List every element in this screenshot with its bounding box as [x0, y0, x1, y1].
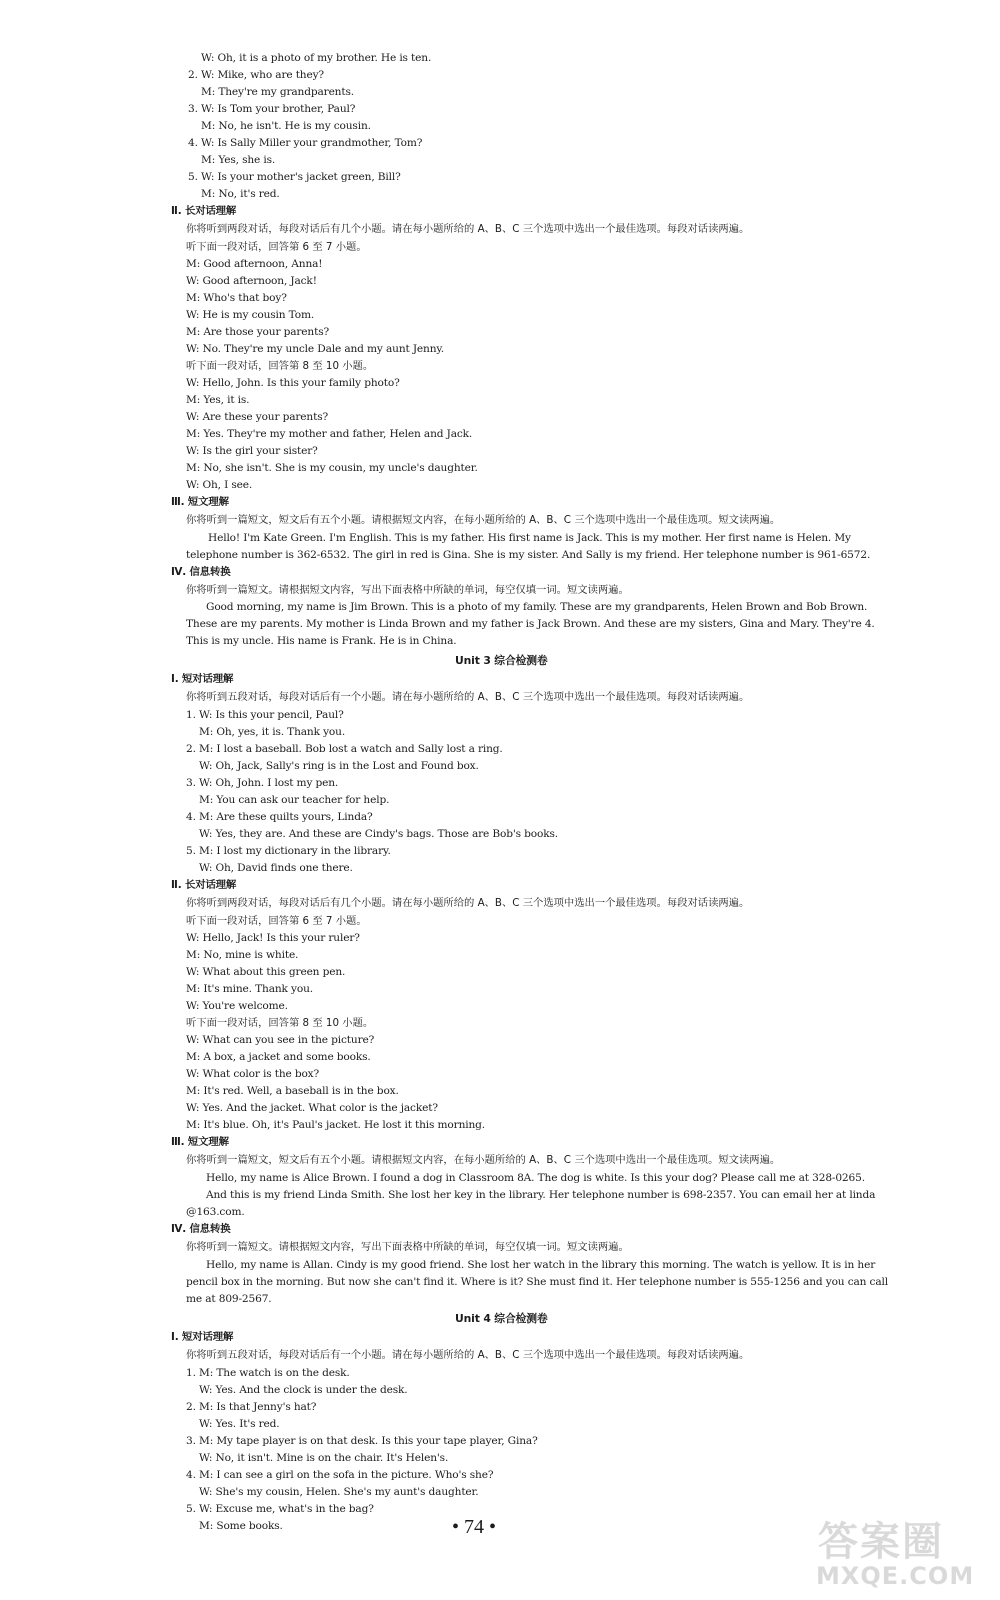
text-line: W: What color is the box? [186, 1068, 320, 1080]
section-heading: Ⅳ. 信息转换 [171, 1223, 231, 1235]
text-line: 5. W: Is your mother's jacket green, Bill? [188, 171, 401, 183]
unit-title: Unit 4 综合检测卷 [455, 1312, 548, 1325]
text-line: 听下面一段对话，回答第 8 至 10 小题。 [186, 1017, 374, 1029]
text-line: M: Yes. They're my mother and father, Helen and Jack. [186, 428, 473, 440]
section-heading: Ⅰ. 短对话理解 [171, 1331, 234, 1343]
text-line: 1. W: Is this your pencil, Paul? [186, 709, 344, 721]
text-line: M: Yes, it is. [186, 394, 250, 406]
text-line: me at 809-2567. [186, 1293, 272, 1305]
text-line: M: No, mine is white. [186, 949, 299, 961]
text-line: Hello! I'm Kate Green. I'm English. This is my father. His first name is Jack. This is my mother. Her first name is Helen. My [208, 532, 851, 544]
text-line: And this is my friend Linda Smith. She lost her key in the library. Her telephone number is 698-2357. You can email her at linda [206, 1189, 876, 1201]
text-line: M: It's blue. Oh, it's Paul's jacket. He lost it this morning. [186, 1119, 486, 1131]
section-heading: Ⅳ. 信息转换 [171, 566, 231, 578]
text-line: 1. M: The watch is on the desk. [186, 1367, 350, 1379]
text-line: 你将听到一篇短文。请根据短文内容，写出下面表格中所缺的单词，每空仅填一词。短文读两遍。 [186, 1241, 629, 1253]
text-line: 4. W: Is Sally Miller your grandmother, Tom? [188, 137, 423, 149]
text-line: W: Yes. And the clock is under the desk. [199, 1384, 408, 1396]
text-line: @163.com. [186, 1206, 245, 1218]
section-heading: Ⅱ. 长对话理解 [171, 205, 237, 217]
unit-title: Unit 3 综合检测卷 [455, 654, 548, 667]
text-line: These are my parents. My mother is Linda Brown and my father is Jack Brown. And these are my sisters, Gina and Mary. They're 4. [186, 618, 875, 630]
text-line: 5. W: Excuse me, what's in the bag? [186, 1503, 374, 1515]
watermark-bottom: MXQE.COM [816, 1562, 975, 1590]
text-line: W: Are these your parents? [186, 411, 329, 423]
text-line: W: Good afternoon, Jack! [186, 275, 317, 287]
text-line: W: Oh, David finds one there. [199, 862, 353, 874]
text-line: 2. W: Mike, who are they? [188, 69, 324, 81]
section-heading: Ⅱ. 长对话理解 [171, 879, 237, 891]
watermark-top: 答案圈 [818, 1519, 944, 1565]
text-line: 4. M: Are these quilts yours, Linda? [186, 811, 373, 823]
text-line: W: What can you see in the picture? [186, 1034, 375, 1046]
text-line: Hello, my name is Allan. Cindy is my good friend. She lost her watch in the library this morning. The watch is yellow. It is in her [206, 1259, 876, 1271]
text-line: pencil box in the morning. But now she can't find it. Where is it? She must find it. Her telephone number is 555-1256 and you can call [186, 1276, 888, 1288]
text-line: W: Hello, John. Is this your family photo? [186, 377, 400, 389]
text-line: M: A box, a jacket and some books. [186, 1051, 371, 1063]
text-line: W: What about this green pen. [186, 966, 346, 978]
text-line: W: Yes, they are. And these are Cindy's bags. Those are Bob's books. [199, 828, 558, 840]
text-line: W: You're welcome. [186, 1000, 288, 1012]
text-line: Hello, my name is Alice Brown. I found a dog in Classroom 8A. The dog is white. Is this your dog? Please call me at 328-0265. [206, 1172, 865, 1184]
text-line: W: Hello, Jack! Is this your ruler? [186, 932, 360, 944]
text-line: M: It's mine. Thank you. [186, 983, 313, 995]
section-heading: Ⅲ. 短文理解 [171, 1136, 229, 1148]
text-line: 你将听到五段对话，每段对话后有一个小题。请在每小题所给的 A、B、C 三个选项中选出一个最佳选项。每段对话读两遍。 [186, 1349, 750, 1361]
page-number: • 74 • [452, 1516, 497, 1538]
text-line: W: Oh, it is a photo of my brother. He is ten. [201, 52, 432, 64]
text-line: 5. M: I lost my dictionary in the library. [186, 845, 391, 857]
text-line: 你将听到五段对话，每段对话后有一个小题。请在每小题所给的 A、B、C 三个选项中选出一个最佳选项。每段对话读两遍。 [186, 691, 750, 703]
text-line: telephone number is 362-6532. The girl in red is Gina. She is my sister. And Sally is my friend. Her telephone number is 961-6572. [186, 549, 871, 561]
text-line: W: Yes. It's red. [199, 1418, 280, 1430]
text-line: 3. M: My tape player is on that desk. Is this your tape player, Gina? [186, 1435, 538, 1447]
text-line: W: He is my cousin Tom. [186, 309, 315, 321]
text-line: M: Good afternoon, Anna! [186, 258, 323, 270]
text-line: 2. M: Is that Jenny's hat? [186, 1401, 317, 1413]
text-line: W: She's my cousin, Helen. She's my aunt's daughter. [199, 1486, 479, 1498]
text-line: 你将听到一篇短文，短文后有五个小题。请根据短文内容，在每小题所给的 A、B、C 三个选项中选出一个最佳选项。短文读两遍。 [186, 514, 781, 526]
text-line: 你将听到一篇短文。请根据短文内容，写出下面表格中所缺的单词，每空仅填一词。短文读两遍。 [186, 584, 629, 596]
text-line: M: Yes, she is. [201, 154, 276, 166]
text-line: M: Who's that boy? [186, 292, 287, 304]
text-line: 4. M: I can see a girl on the sofa in the picture. Who's she? [186, 1469, 494, 1481]
text-line: 你将听到两段对话，每段对话后有几个小题。请在每小题所给的 A、B、C 三个选项中选出一个最佳选项。每段对话读两遍。 [186, 897, 750, 909]
text-line: M: No, she isn't. She is my cousin, my uncle's daughter. [186, 462, 478, 474]
text-line: 听下面一段对话，回答第 6 至 7 小题。 [186, 241, 367, 253]
text-line: M: Oh, yes, it is. Thank you. [199, 726, 346, 738]
text-line: 你将听到两段对话，每段对话后有几个小题。请在每小题所给的 A、B、C 三个选项中选出一个最佳选项。每段对话读两遍。 [186, 223, 750, 235]
text-line: M: No, he isn't. He is my cousin. [201, 120, 371, 132]
text-line: W: Is the girl your sister? [186, 445, 318, 457]
text-line: M: You can ask our teacher for help. [199, 794, 390, 806]
section-heading: Ⅲ. 短文理解 [171, 496, 229, 508]
text-line: 2. M: I lost a baseball. Bob lost a watch and Sally lost a ring. [186, 743, 503, 755]
text-line: M: Some books. [199, 1520, 283, 1532]
section-heading: Ⅰ. 短对话理解 [171, 673, 234, 685]
text-line: 3. W: Oh, John. I lost my pen. [186, 777, 339, 789]
watermark-logo [812, 1510, 992, 1594]
text-line: W: Oh, Jack, Sally's ring is in the Lost and Found box. [199, 760, 479, 772]
text-line: W: Oh, I see. [186, 479, 253, 491]
text-line: M: It's red. Well, a baseball is in the box. [186, 1085, 399, 1097]
text-line: This is my uncle. His name is Frank. He is in China. [186, 635, 457, 647]
text-line: M: No, it's red. [201, 188, 280, 200]
text-line: M: Are those your parents? [186, 326, 330, 338]
text-line: M: They're my grandparents. [201, 86, 354, 98]
text-line: W: No, it isn't. Mine is on the chair. It's Helen's. [199, 1452, 449, 1464]
text-line: Good morning, my name is Jim Brown. This is a photo of my family. These are my grandparents, Helen Brown and Bob Brown. [206, 601, 868, 613]
text-line: 你将听到一篇短文，短文后有五个小题。请根据短文内容，在每小题所给的 A、B、C 三个选项中选出一个最佳选项。短文读两遍。 [186, 1154, 781, 1166]
text-line: 听下面一段对话，回答第 6 至 7 小题。 [186, 915, 367, 927]
text-line: W: No. They're my uncle Dale and my aunt Jenny. [186, 343, 445, 355]
text-line: 3. W: Is Tom your brother, Paul? [188, 103, 356, 115]
text-line: W: Yes. And the jacket. What color is the jacket? [186, 1102, 438, 1114]
text-line: 听下面一段对话，回答第 8 至 10 小题。 [186, 360, 374, 372]
